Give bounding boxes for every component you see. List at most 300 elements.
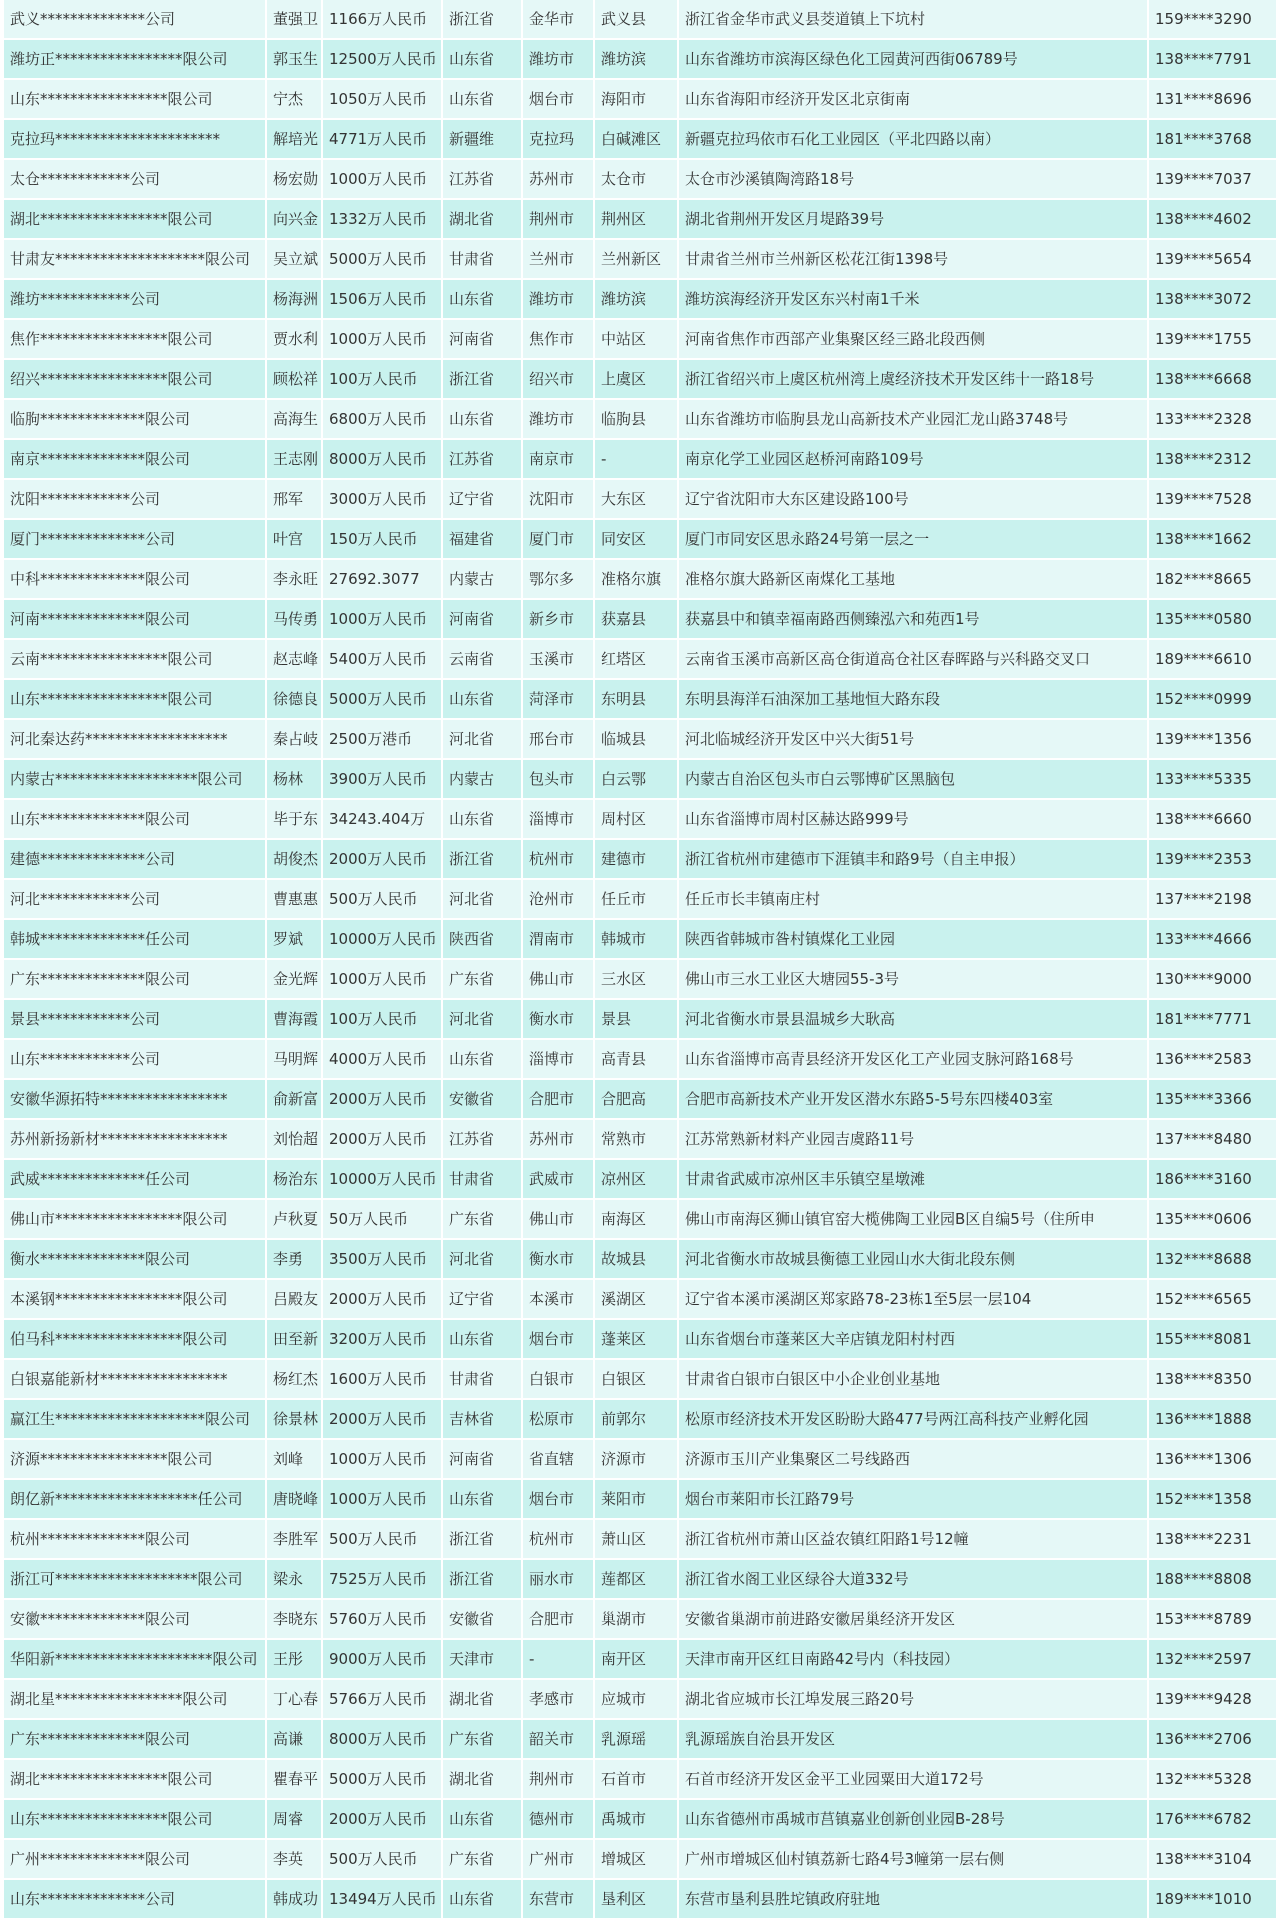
registered-capital-cell: 1050万人民币	[322, 79, 442, 119]
legal-rep-cell: 田至新	[266, 1319, 322, 1359]
province-cell: 山东省	[442, 799, 522, 839]
address-cell: 浙江省杭州市建德市下涯镇丰和路9号（自主申报）	[678, 839, 1148, 879]
province-cell: 浙江省	[442, 0, 522, 39]
registered-capital-cell: 10000万人民币	[322, 1159, 442, 1199]
province-cell: 辽宁省	[442, 1279, 522, 1319]
phone-cell: 138****4602	[1148, 199, 1276, 239]
legal-rep-cell: 王彤	[266, 1639, 322, 1679]
address-cell: 陕西省韩城市昝村镇煤化工业园	[678, 919, 1148, 959]
city-cell: 杭州市	[522, 1519, 594, 1559]
phone-cell: 138****7791	[1148, 39, 1276, 79]
registered-capital-cell: 1000万人民币	[322, 959, 442, 999]
province-cell: 山东省	[442, 1319, 522, 1359]
phone-cell: 136****1306	[1148, 1439, 1276, 1479]
city-cell: 松原市	[522, 1399, 594, 1439]
district-cell: 禹城市	[594, 1799, 678, 1839]
phone-cell: 152****1358	[1148, 1479, 1276, 1519]
city-cell: 白银市	[522, 1359, 594, 1399]
table-row[interactable]	[4, 599, 1276, 639]
province-cell: 陕西省	[442, 919, 522, 959]
table-row[interactable]	[4, 799, 1276, 839]
address-cell: 河北临城经济开发区中兴大街51号	[678, 719, 1148, 759]
city-cell: 衡水市	[522, 999, 594, 1039]
address-cell: 江苏常熟新材料产业园吉虞路11号	[678, 1119, 1148, 1159]
phone-cell: 138****2231	[1148, 1519, 1276, 1559]
district-cell: 三水区	[594, 959, 678, 999]
district-cell: 增城区	[594, 1839, 678, 1879]
district-cell: 巢湖市	[594, 1599, 678, 1639]
legal-rep-cell: 叶宫	[266, 519, 322, 559]
table-row[interactable]	[4, 399, 1276, 439]
city-cell: 邢台市	[522, 719, 594, 759]
table-row[interactable]	[4, 719, 1276, 759]
table-row[interactable]	[4, 119, 1276, 159]
province-cell: 山东省	[442, 399, 522, 439]
legal-rep-cell: 杨林	[266, 759, 322, 799]
table-row[interactable]	[4, 839, 1276, 879]
province-cell: 山东省	[442, 79, 522, 119]
district-cell: 莱阳市	[594, 1479, 678, 1519]
district-cell: 垦利区	[594, 1879, 678, 1919]
address-cell: 山东省潍坊市滨海区绿色化工园黄河西街06789号	[678, 39, 1148, 79]
table-row[interactable]	[4, 1599, 1276, 1639]
company-name-cell: 山东**************限公司	[4, 799, 266, 839]
company-name-cell: 潍坊************公司	[4, 279, 266, 319]
table-row[interactable]	[4, 999, 1276, 1039]
registered-capital-cell: 1000万人民币	[322, 1479, 442, 1519]
registered-capital-cell: 4000万人民币	[322, 1039, 442, 1079]
company-name-cell: 浙江可*******************限公司	[4, 1559, 266, 1599]
district-cell: 白银区	[594, 1359, 678, 1399]
phone-cell: 132****8688	[1148, 1239, 1276, 1279]
city-cell: 德州市	[522, 1799, 594, 1839]
province-cell: 河北省	[442, 1239, 522, 1279]
address-cell: 安徽省巢湖市前进路安徽居巢经济开发区	[678, 1599, 1148, 1639]
table-row[interactable]	[4, 519, 1276, 559]
address-cell: 辽宁省沈阳市大东区建设路100号	[678, 479, 1148, 519]
phone-cell: 136****2583	[1148, 1039, 1276, 1079]
province-cell: 广东省	[442, 959, 522, 999]
province-cell: 河南省	[442, 319, 522, 359]
legal-rep-cell: 韩成功	[266, 1879, 322, 1919]
registered-capital-cell: 50万人民币	[322, 1199, 442, 1239]
registered-capital-cell: 1600万人民币	[322, 1359, 442, 1399]
table-row[interactable]	[4, 679, 1276, 719]
city-cell: 菏泽市	[522, 679, 594, 719]
company-name-cell: 河南**************限公司	[4, 599, 266, 639]
province-cell: 山东省	[442, 279, 522, 319]
province-cell: 广东省	[442, 1199, 522, 1239]
registered-capital-cell: 34243.404万	[322, 799, 442, 839]
registered-capital-cell: 500万人民币	[322, 1839, 442, 1879]
table-row[interactable]	[4, 1199, 1276, 1239]
legal-rep-cell: 曹惠惠	[266, 879, 322, 919]
province-cell: 山东省	[442, 39, 522, 79]
province-cell: 广东省	[442, 1839, 522, 1879]
city-cell: 玉溪市	[522, 639, 594, 679]
legal-rep-cell: 瞿春平	[266, 1759, 322, 1799]
phone-cell: 139****1755	[1148, 319, 1276, 359]
table-row[interactable]	[4, 759, 1276, 799]
province-cell: 广东省	[442, 1719, 522, 1759]
registered-capital-cell: 27692.3077	[322, 559, 442, 599]
table-row[interactable]	[4, 39, 1276, 79]
district-cell: 乳源瑶	[594, 1719, 678, 1759]
legal-rep-cell: 杨治东	[266, 1159, 322, 1199]
registered-capital-cell: 1000万人民币	[322, 1439, 442, 1479]
table-row[interactable]	[4, 1119, 1276, 1159]
company-name-cell: 南京**************限公司	[4, 439, 266, 479]
table-row[interactable]	[4, 239, 1276, 279]
address-cell: 松原市经济技术开发区盼盼大路477号两江高科技产业孵化园	[678, 1399, 1148, 1439]
city-cell: 沧州市	[522, 879, 594, 919]
province-cell: 浙江省	[442, 1519, 522, 1559]
district-cell: 东明县	[594, 679, 678, 719]
table-row[interactable]	[4, 559, 1276, 599]
phone-cell: 186****3160	[1148, 1159, 1276, 1199]
district-cell: 故城县	[594, 1239, 678, 1279]
phone-cell: 159****3290	[1148, 0, 1276, 39]
address-cell: 甘肃省兰州市兰州新区松花江街1398号	[678, 239, 1148, 279]
city-cell: 佛山市	[522, 959, 594, 999]
district-cell: 蓬莱区	[594, 1319, 678, 1359]
phone-cell: 182****8665	[1148, 559, 1276, 599]
phone-cell: 137****2198	[1148, 879, 1276, 919]
district-cell: 白碱滩区	[594, 119, 678, 159]
district-cell: 获嘉县	[594, 599, 678, 639]
table-row[interactable]	[4, 959, 1276, 999]
table-row[interactable]	[4, 359, 1276, 399]
district-cell: 应城市	[594, 1679, 678, 1719]
legal-rep-cell: 俞新富	[266, 1079, 322, 1119]
city-cell: 杭州市	[522, 839, 594, 879]
district-cell: 任丘市	[594, 879, 678, 919]
city-cell: 佛山市	[522, 1199, 594, 1239]
registered-capital-cell: 9000万人民币	[322, 1639, 442, 1679]
legal-rep-cell: 周睿	[266, 1799, 322, 1839]
city-cell: 韶关市	[522, 1719, 594, 1759]
registered-capital-cell: 150万人民币	[322, 519, 442, 559]
registered-capital-cell: 6800万人民币	[322, 399, 442, 439]
company-name-cell: 潍坊正*****************限公司	[4, 39, 266, 79]
city-cell: 本溪市	[522, 1279, 594, 1319]
city-cell: 潍坊市	[522, 39, 594, 79]
table-row[interactable]	[4, 439, 1276, 479]
company-name-cell: 云南*****************限公司	[4, 639, 266, 679]
province-cell: 浙江省	[442, 839, 522, 879]
province-cell: 内蒙古	[442, 559, 522, 599]
table-row[interactable]	[4, 1479, 1276, 1519]
phone-cell: 139****5654	[1148, 239, 1276, 279]
city-cell: -	[522, 1639, 594, 1679]
city-cell: 省直辖	[522, 1439, 594, 1479]
table-row[interactable]	[4, 1719, 1276, 1759]
district-cell: 潍坊滨	[594, 39, 678, 79]
phone-cell: 188****8808	[1148, 1559, 1276, 1599]
city-cell: 东营市	[522, 1879, 594, 1919]
district-cell: 海阳市	[594, 79, 678, 119]
address-cell: 辽宁省本溪市溪湖区郑家路78-23栋1至5层一层104	[678, 1279, 1148, 1319]
city-cell: 淄博市	[522, 799, 594, 839]
company-name-cell: 湖北*****************限公司	[4, 1759, 266, 1799]
district-cell: 济源市	[594, 1439, 678, 1479]
phone-cell: 139****1356	[1148, 719, 1276, 759]
company-name-cell: 绍兴*****************限公司	[4, 359, 266, 399]
district-cell: 红塔区	[594, 639, 678, 679]
province-cell: 江苏省	[442, 1119, 522, 1159]
phone-cell: 138****3072	[1148, 279, 1276, 319]
address-cell: 浙江省杭州市萧山区益农镇红阳路1号12幢	[678, 1519, 1148, 1559]
phone-cell: 152****0999	[1148, 679, 1276, 719]
table-row[interactable]	[4, 79, 1276, 119]
province-cell: 安徽省	[442, 1599, 522, 1639]
phone-cell: 155****8081	[1148, 1319, 1276, 1359]
district-cell: 同安区	[594, 519, 678, 559]
legal-rep-cell: 邢军	[266, 479, 322, 519]
address-cell: 烟台市莱阳市长江路79号	[678, 1479, 1148, 1519]
address-cell: 内蒙古自治区包头市白云鄂博矿区黑脑包	[678, 759, 1148, 799]
legal-rep-cell: 刘峰	[266, 1439, 322, 1479]
legal-rep-cell: 顾松祥	[266, 359, 322, 399]
registered-capital-cell: 3900万人民币	[322, 759, 442, 799]
company-name-cell: 武义**************公司	[4, 0, 266, 39]
registered-capital-cell: 2000万人民币	[322, 1799, 442, 1839]
company-name-cell: 建德**************公司	[4, 839, 266, 879]
legal-rep-cell: 宁杰	[266, 79, 322, 119]
legal-rep-cell: 唐晓峰	[266, 1479, 322, 1519]
legal-rep-cell: 解培光	[266, 119, 322, 159]
legal-rep-cell: 杨红杰	[266, 1359, 322, 1399]
district-cell: 白云鄂	[594, 759, 678, 799]
district-cell: 合肥高	[594, 1079, 678, 1119]
province-cell: 江苏省	[442, 159, 522, 199]
address-cell: 浙江省水阁工业区绿谷大道332号	[678, 1559, 1148, 1599]
table-row[interactable]	[4, 279, 1276, 319]
city-cell: 广州市	[522, 1839, 594, 1879]
legal-rep-cell: 毕于东	[266, 799, 322, 839]
table-row[interactable]	[4, 1639, 1276, 1679]
city-cell: 渭南市	[522, 919, 594, 959]
city-cell: 荆州市	[522, 1759, 594, 1799]
company-name-cell: 韩城**************任公司	[4, 919, 266, 959]
province-cell: 辽宁省	[442, 479, 522, 519]
phone-cell: 132****2597	[1148, 1639, 1276, 1679]
address-cell: 山东省德州市禹城市莒镇嘉业创新创业园B-28号	[678, 1799, 1148, 1839]
phone-cell: 138****8350	[1148, 1359, 1276, 1399]
registered-capital-cell: 500万人民币	[322, 879, 442, 919]
table-row[interactable]	[4, 1239, 1276, 1279]
district-cell: 南开区	[594, 1639, 678, 1679]
table-row[interactable]	[4, 1879, 1276, 1919]
city-cell: 烟台市	[522, 1319, 594, 1359]
table-body	[4, 0, 1276, 1919]
company-name-cell: 朗亿新*******************任公司	[4, 1479, 266, 1519]
city-cell: 烟台市	[522, 1479, 594, 1519]
table-row[interactable]	[4, 1679, 1276, 1719]
table-row[interactable]	[4, 319, 1276, 359]
legal-rep-cell: 李英	[266, 1839, 322, 1879]
legal-rep-cell: 王志刚	[266, 439, 322, 479]
table-row[interactable]	[4, 1839, 1276, 1879]
address-cell: 天津市南开区红日南路42号内（科技园）	[678, 1639, 1148, 1679]
address-cell: 济源市玉川产业集聚区二号线路西	[678, 1439, 1148, 1479]
province-cell: 安徽省	[442, 1079, 522, 1119]
district-cell: 荆州区	[594, 199, 678, 239]
company-name-cell: 衡水**************限公司	[4, 1239, 266, 1279]
district-cell: 凉州区	[594, 1159, 678, 1199]
address-cell: 甘肃省武威市凉州区丰乐镇空星墩滩	[678, 1159, 1148, 1199]
address-cell: 东营市垦利县胜坨镇政府驻地	[678, 1879, 1148, 1919]
address-cell: 厦门市同安区思永路24号第一层之一	[678, 519, 1148, 559]
registered-capital-cell: 5760万人民币	[322, 1599, 442, 1639]
phone-cell: 139****9428	[1148, 1679, 1276, 1719]
company-name-cell: 广东**************限公司	[4, 1719, 266, 1759]
city-cell: 潍坊市	[522, 279, 594, 319]
table-row[interactable]	[4, 1759, 1276, 1799]
address-cell: 云南省玉溪市高新区高仓街道高仓社区春晖路与兴科路交叉口	[678, 639, 1148, 679]
district-cell: 临城县	[594, 719, 678, 759]
district-cell: 前郭尔	[594, 1399, 678, 1439]
company-name-cell: 本溪钢*****************限公司	[4, 1279, 266, 1319]
address-cell: 浙江省金华市武义县茭道镇上下坑村	[678, 0, 1148, 39]
legal-rep-cell: 郭玉生	[266, 39, 322, 79]
city-cell: 合肥市	[522, 1599, 594, 1639]
legal-rep-cell: 丁心春	[266, 1679, 322, 1719]
legal-rep-cell: 刘怡超	[266, 1119, 322, 1159]
table-row[interactable]	[4, 1799, 1276, 1839]
address-cell: 河北省衡水市景县温城乡大耿高	[678, 999, 1148, 1039]
company-name-cell: 杭州**************限公司	[4, 1519, 266, 1559]
legal-rep-cell: 马传勇	[266, 599, 322, 639]
registered-capital-cell: 12500万人民币	[322, 39, 442, 79]
company-name-cell: 中科**************限公司	[4, 559, 266, 599]
phone-cell: 152****6565	[1148, 1279, 1276, 1319]
company-name-cell: 安徽**************限公司	[4, 1599, 266, 1639]
city-cell: 苏州市	[522, 1119, 594, 1159]
province-cell: 内蒙古	[442, 759, 522, 799]
city-cell: 淄博市	[522, 1039, 594, 1079]
registered-capital-cell: 8000万人民币	[322, 1719, 442, 1759]
legal-rep-cell: 秦占岐	[266, 719, 322, 759]
city-cell: 潍坊市	[522, 399, 594, 439]
phone-cell: 189****1010	[1148, 1879, 1276, 1919]
address-cell: 湖北省荆州开发区月堤路39号	[678, 199, 1148, 239]
company-name-cell: 佛山市*****************限公司	[4, 1199, 266, 1239]
phone-cell: 130****9000	[1148, 959, 1276, 999]
city-cell: 合肥市	[522, 1079, 594, 1119]
province-cell: 山东省	[442, 1879, 522, 1919]
legal-rep-cell: 胡俊杰	[266, 839, 322, 879]
company-name-cell: 伯马科*****************限公司	[4, 1319, 266, 1359]
city-cell: 衡水市	[522, 1239, 594, 1279]
table-row[interactable]	[4, 879, 1276, 919]
table-row[interactable]	[4, 1079, 1276, 1119]
table-row[interactable]	[4, 639, 1276, 679]
district-cell: 周村区	[594, 799, 678, 839]
phone-cell: 181****3768	[1148, 119, 1276, 159]
registered-capital-cell: 3000万人民币	[322, 479, 442, 519]
legal-rep-cell: 金光辉	[266, 959, 322, 999]
phone-cell: 137****8480	[1148, 1119, 1276, 1159]
city-cell: 新乡市	[522, 599, 594, 639]
province-cell: 河北省	[442, 999, 522, 1039]
province-cell: 湖北省	[442, 1759, 522, 1799]
table-row[interactable]	[4, 1039, 1276, 1079]
phone-cell: 135****3366	[1148, 1079, 1276, 1119]
table-row[interactable]	[4, 1439, 1276, 1479]
table-row[interactable]	[4, 479, 1276, 519]
legal-rep-cell: 杨海洲	[266, 279, 322, 319]
address-cell: 石首市经济开发区金平工业园粟田大道172号	[678, 1759, 1148, 1799]
table-row[interactable]	[4, 1399, 1276, 1439]
registered-capital-cell: 1000万人民币	[322, 319, 442, 359]
district-cell: 建德市	[594, 839, 678, 879]
province-cell: 山东省	[442, 679, 522, 719]
district-cell: 石首市	[594, 1759, 678, 1799]
address-cell: 河北省衡水市故城县衡德工业园山水大街北段东侧	[678, 1239, 1148, 1279]
table-row[interactable]	[4, 159, 1276, 199]
phone-cell: 131****8696	[1148, 79, 1276, 119]
phone-cell: 139****2353	[1148, 839, 1276, 879]
district-cell: 萧山区	[594, 1519, 678, 1559]
phone-cell: 136****2706	[1148, 1719, 1276, 1759]
city-cell: 鄂尔多	[522, 559, 594, 599]
address-cell: 乳源瑶族自治县开发区	[678, 1719, 1148, 1759]
registered-capital-cell: 1332万人民币	[322, 199, 442, 239]
company-name-cell: 武威**************任公司	[4, 1159, 266, 1199]
district-cell: 高青县	[594, 1039, 678, 1079]
company-name-cell: 山东*****************限公司	[4, 679, 266, 719]
company-name-cell: 广州**************限公司	[4, 1839, 266, 1879]
phone-cell: 138****3104	[1148, 1839, 1276, 1879]
province-cell: 山东省	[442, 1799, 522, 1839]
registered-capital-cell: 5000万人民币	[322, 1759, 442, 1799]
address-cell: 佛山市南海区狮山镇官窑大榄佛陶工业园B区自编5号（住所申	[678, 1199, 1148, 1239]
registered-capital-cell: 5000万人民币	[322, 239, 442, 279]
registered-capital-cell: 2000万人民币	[322, 839, 442, 879]
phone-cell: 138****1662	[1148, 519, 1276, 559]
table-row[interactable]	[4, 0, 1276, 39]
registered-capital-cell: 1000万人民币	[322, 599, 442, 639]
district-cell: 兰州新区	[594, 239, 678, 279]
city-cell: 荆州市	[522, 199, 594, 239]
district-cell: 溪湖区	[594, 1279, 678, 1319]
registered-capital-cell: 100万人民币	[322, 999, 442, 1039]
table-row[interactable]	[4, 1359, 1276, 1399]
registered-capital-cell: 5766万人民币	[322, 1679, 442, 1719]
province-cell: 甘肃省	[442, 1359, 522, 1399]
legal-rep-cell: 杨宏勋	[266, 159, 322, 199]
table-row[interactable]	[4, 1279, 1276, 1319]
city-cell: 金华市	[522, 0, 594, 39]
province-cell: 河南省	[442, 599, 522, 639]
district-cell: 常熟市	[594, 1119, 678, 1159]
table-row[interactable]	[4, 1559, 1276, 1599]
legal-rep-cell: 吴立斌	[266, 239, 322, 279]
table-row[interactable]	[4, 1519, 1276, 1559]
province-cell: 福建省	[442, 519, 522, 559]
province-cell: 河北省	[442, 879, 522, 919]
table-row[interactable]	[4, 919, 1276, 959]
table-row[interactable]	[4, 1159, 1276, 1199]
table-row[interactable]	[4, 199, 1276, 239]
company-name-cell: 河北秦达药*******************	[4, 719, 266, 759]
registered-capital-cell: 10000万人民币	[322, 919, 442, 959]
district-cell: 武义县	[594, 0, 678, 39]
address-cell: 广州市增城区仙村镇荔新七路4号3幢第一层右侧	[678, 1839, 1148, 1879]
table-row[interactable]	[4, 1319, 1276, 1359]
registered-capital-cell: 5400万人民币	[322, 639, 442, 679]
